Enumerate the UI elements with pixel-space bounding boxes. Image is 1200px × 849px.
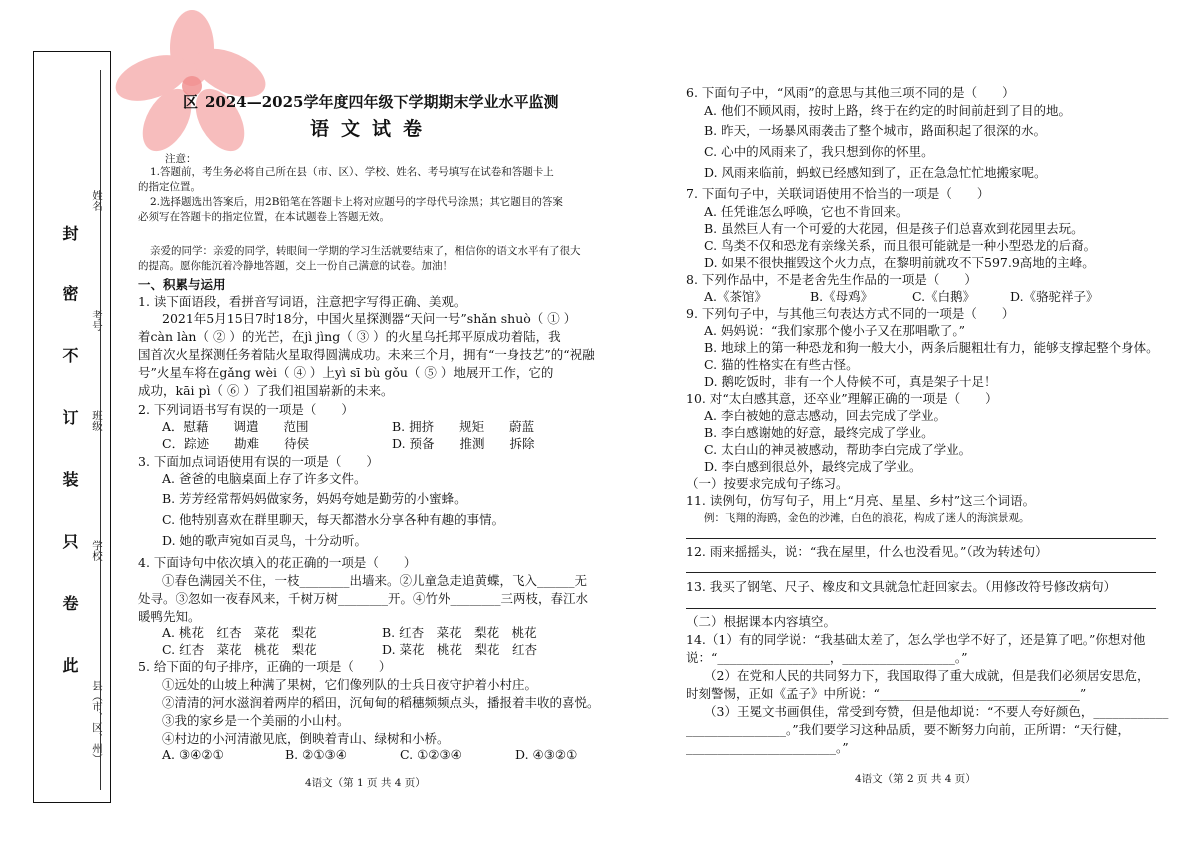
option[interactable]: D. 风雨来临前，蚂蚁已经感知到了，正在急急忙忙地搬家呢。 [704, 165, 1047, 180]
option[interactable]: D. 预备 推测 拆除 [392, 436, 535, 451]
option[interactable]: C．踪迹 勘难 待侯 [162, 436, 310, 451]
option[interactable]: D. 菜花 桃花 梨花 红杏 [382, 642, 538, 657]
answer-line[interactable] [686, 608, 1156, 609]
question-text: 时刻警惕，正如《孟子》中所说：“________________________________” [686, 686, 1087, 701]
field-name[interactable] [90, 150, 104, 230]
option[interactable]: D. 鹅吃饭时，非有一个人侍候不可，真是架子十足！ [704, 374, 997, 389]
option[interactable]: D. 如果不很快摧毁这个火力点，在黎明前就攻不下597.9高地的主峰。 [704, 255, 1095, 270]
question-text: 说：“__________________，__________________。” [686, 650, 968, 665]
section-heading: 一、积累与运用 [138, 277, 226, 292]
question: 8. 下列作品中，不是老舍先生作品的一项是（ ） [686, 272, 977, 287]
option[interactable]: B. 李白感谢她的好意，最终完成了学业。 [704, 425, 934, 440]
question: 14.（1）有的同学说：“我基础太差了，怎么学也学不好了，还是算了吧。”你想对他 [686, 632, 1146, 647]
option[interactable]: C. 红杏 菜花 桃花 梨花 [162, 642, 317, 657]
title-prefix: 区 [183, 93, 199, 111]
option[interactable]: A. ③④②① [162, 747, 224, 762]
option[interactable]: C.《白鹅》 [912, 289, 976, 304]
question: 12. 雨来摇摇头，说：“我在屋里，什么也没看见。”（改为转述句） [686, 544, 1048, 559]
answer-line[interactable] [686, 572, 1156, 573]
question: 2. 下列词语书写有误的一项是（ ） [138, 402, 354, 417]
field-class[interactable] [90, 400, 104, 450]
option[interactable]: B. 芳芳经常帮妈妈做家务，妈妈夸她是勤劳的小蜜蜂。 [162, 491, 467, 506]
message-line: 亲爱的同学：亲爱的同学，转眼间一学期的学习生活就要结束了，相信你的语文水平有了很大 [150, 245, 581, 257]
option[interactable]: B. ②①③④ [285, 747, 347, 762]
question: 13. 我买了钢笔、尺子、橡皮和文具就急忙赶回家去。（用修改符号修改病句） [686, 579, 1117, 594]
option[interactable]: B. 地球上的第一种恐龙和狗一般大小，两条后腿粗壮有力，能够支撑起整个身体。 [704, 340, 1159, 355]
page-footer: 4语文（第 2 页 共 4 页） [855, 773, 976, 785]
option[interactable]: A. 爸爸的电脑桌面上存了许多文件。 [162, 471, 367, 486]
question-text: ②清清的河水滋润着两岸的稻田，沉甸甸的稻穗频频点头，播报着丰收的喜悦。 [162, 695, 600, 710]
option[interactable]: B. 拥挤 规矩 蔚蓝 [392, 419, 535, 434]
seal-char: 封 [60, 225, 79, 241]
subject-title: 语文试卷 [310, 118, 435, 140]
question: 11. 读例句，仿写句子，用上“月亮、星星、乡村”这三个词语。 [686, 493, 1036, 508]
question: 4. 下面诗句中依次填入的花正确的一项是（ ） [138, 555, 417, 570]
field-label: 考号 [91, 310, 103, 331]
option[interactable]: A. 李白被她的意志感动，回去完成了学业。 [704, 408, 946, 423]
option[interactable]: D.《骆驼祥子》 [1010, 289, 1099, 304]
option[interactable]: B. 虽然巨人有一个可爱的大花园，但是孩子们总喜欢到花园里去玩。 [704, 221, 1084, 236]
question-text: ________________________。” [686, 740, 849, 755]
option[interactable]: A. 桃花 红杏 菜花 梨花 [162, 625, 317, 640]
field-label: 姓名 [91, 190, 103, 211]
option[interactable]: C. 鸟类不仅和恐龙有亲缘关系，而且很可能就是一种小型恐龙的后裔。 [704, 238, 1097, 253]
option[interactable]: B. 红杏 菜花 梨花 桃花 [382, 625, 537, 640]
page-footer: 4语文（第 1 页 共 4 页） [305, 777, 426, 789]
notes-heading: 注意： [165, 153, 197, 165]
field-county[interactable] [90, 680, 104, 790]
note-line: 必须写在答题卡的指定位置，在本试题卷上答题无效。 [138, 211, 390, 223]
option[interactable]: D. ④③②① [515, 747, 578, 762]
field-school[interactable] [90, 530, 104, 580]
question: 1. 读下面语段，看拼音写词语，注意把字写得正确、美观。 [138, 294, 467, 309]
option[interactable]: C. 太白山的神灵被感动，帮助李白完成了学业。 [704, 442, 972, 457]
question-text: 成功，kāi pì（ ⑥ ）了我们祖国崭新的未来。 [138, 383, 394, 398]
option[interactable]: D. 她的歌声宛如百灵鸟，十分动听。 [162, 533, 368, 548]
option[interactable]: C. 他特别喜欢在群里聊天，每天都潜水分享各种有趣的事情。 [162, 512, 505, 527]
option[interactable]: C. 猫的性格实在有些古怪。 [704, 357, 859, 372]
question-text: 着càn làn（ ② ）的光芒，在jì jìng（ ③ ）的火星乌托邦平原成功着陆，我 [138, 329, 561, 344]
seal-char: 装 [60, 471, 79, 487]
option[interactable]: A．慰藉 调遣 范围 [162, 419, 309, 434]
question-text: ________________。”我们要学习这种品质，要不断努力向前，正所谓：“天行健， [686, 722, 1131, 737]
note-line: 1.答题前，考生务必将自己所在县（市、区）、学校、姓名、考号填写在试卷和答题卡上 [150, 166, 554, 178]
option[interactable]: D. 李白感到很总外，最终完成了学业。 [704, 459, 922, 474]
field-label: 学校 [91, 540, 103, 561]
question: 10. 对“太白感其意，还卒业”理解正确的一项是（ ） [686, 391, 998, 406]
option[interactable]: C. ①②③④ [400, 747, 462, 762]
option[interactable]: A. 妈妈说：“我们家那个傻小子又在那唱歌了。” [704, 323, 966, 338]
message-line: 的提高。愿你能沉着冷静地答题，交上一份自己满意的试卷。加油！ [138, 260, 453, 272]
note-line: 的指定位置。 [138, 181, 201, 193]
answer-line[interactable] [686, 538, 1156, 539]
question: 7. 下面句子中，关联词语使用不恰当的一项是（ ） [686, 186, 990, 201]
option[interactable]: C. 心中的风雨来了，我只想到你的怀里。 [704, 144, 934, 159]
field-underline [100, 70, 101, 790]
option[interactable]: A.《茶馆》 [704, 289, 768, 304]
option[interactable]: A. 他们不顾风雨，按时上路，终于在约定的时间前赶到了目的地。 [704, 103, 1071, 118]
seal-char: 订 [60, 409, 79, 425]
question-text: 2021年5月15日7时18分，中国火星探测器“天问一号”shǎn shuò（ ① ） [162, 311, 577, 326]
note-line: 2.选择题选出答案后，用2B铅笔在答题卡上将对应题号的字母代号涂黑；其它题目的答案 [150, 196, 563, 208]
question-text: ④村边的小河清澈见底，倒映着青山、绿树和小桥。 [162, 731, 450, 746]
question-text: （3）王冕文书画俱佳，常受到夸赞，但是他却说：“不要人夸好颜色，____________ [704, 704, 1169, 719]
question-text: 处寻。③忽如一夜春风来，千树万树________开。④竹外________三两枝，春江水 [138, 591, 589, 606]
question-text: 号”火星车将在gǎng wèi（ ④ ）上yì sī bù gǒu（ ⑤ ）地展开工作，它的 [138, 365, 554, 380]
seal-char: 只 [60, 533, 79, 549]
question-text: ①远处的山坡上种满了果树，它们像列队的士兵日夜守护着小村庄。 [162, 677, 538, 692]
seal-char: 卷 [60, 595, 79, 611]
example-text: 例：飞翔的海鸥，金色的沙滩，白色的浪花，构成了迷人的海滨景观。 [704, 512, 1030, 524]
seal-char: 此 [60, 657, 79, 673]
question-text: ③我的家乡是一个美丽的小山村。 [162, 713, 350, 728]
seal-char: 不 [60, 347, 79, 363]
field-exam-no[interactable] [90, 290, 104, 350]
flower-decoration [112, 8, 272, 158]
question-text: 暖鸭先知。 [138, 609, 201, 624]
option[interactable]: B. 昨天，一场暴风雨袭击了整个城市，路面积起了很深的水。 [704, 123, 1047, 138]
question-text: （2）在党和人民的共同努力下，我国取得了重大成就，但是我们必须居安思危， [704, 668, 1150, 683]
seal-char: 密 [60, 285, 79, 301]
seal-chars [60, 225, 82, 673]
question: 3. 下面加点词语使用有误的一项是（ ） [138, 454, 379, 469]
question-text: 国首次火星探测任务着陆火星取得圆满成功。未来三个月，拥有“一身技艺”的“祝融 [138, 347, 595, 362]
field-label: 班级 [91, 410, 103, 431]
subsection-heading: （二）根据课本内容填空。 [686, 614, 837, 629]
option[interactable]: A. 任凭谁怎么呼唤，它也不肯回来。 [704, 204, 909, 219]
option[interactable]: B.《母鸡》 [810, 289, 874, 304]
question: 9. 下列句子中，与其他三句表达方式不同的一项是（ ） [686, 306, 1015, 321]
question: 6. 下面句子中，“风雨”的意思与其他三项不同的是（ ） [686, 85, 1015, 100]
page-title: 2024—2025学年度四年级下学期期末学业水平监测 [205, 93, 559, 111]
field-label: 县（市、区、州） [91, 680, 103, 764]
question-text: ①春色满园关不住，一枝________出墙来。②儿童急走追黄蝶，飞入______无 [162, 573, 588, 588]
subsection-heading: （一）按要求完成句子练习。 [686, 476, 849, 491]
question: 5. 给下面的句子排序，正确的一项是（ ） [138, 659, 392, 674]
